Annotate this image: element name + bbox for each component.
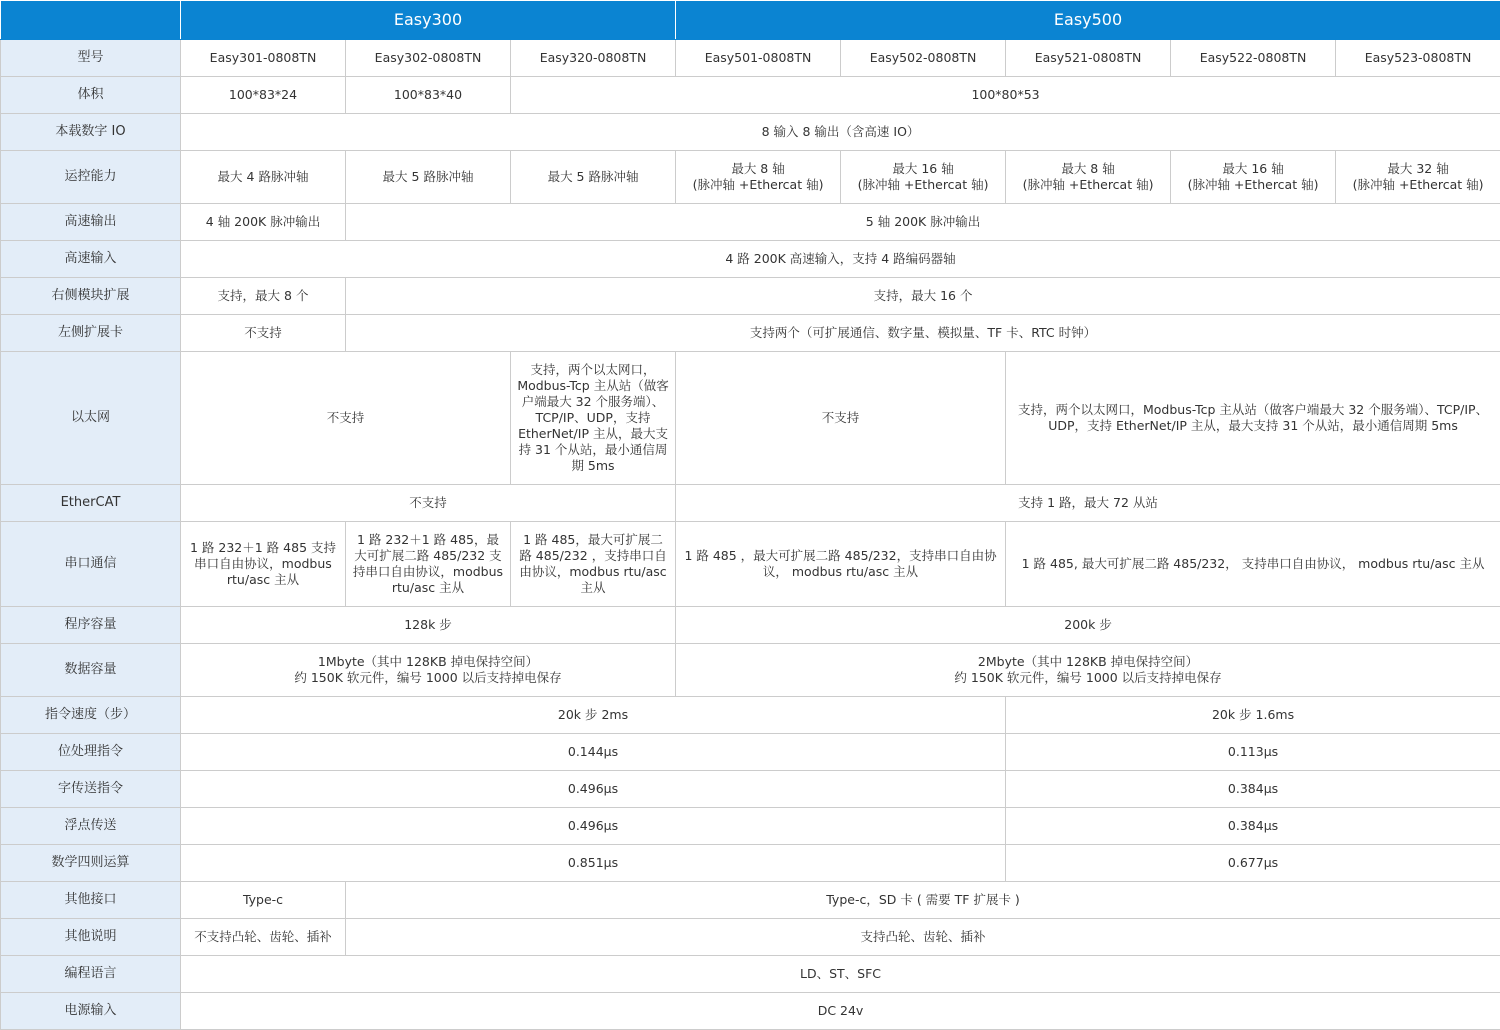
motion-cell xyxy=(841,151,1006,204)
motion-cell: 最大 5 路脉冲轴 xyxy=(346,151,511,204)
motion-axes-type: (脉冲轴 +Ethercat 轴) xyxy=(857,177,989,192)
row-ethernet xyxy=(1,352,1500,485)
size-cell: 100*83*40 xyxy=(346,77,511,114)
model-cell: Easy320-0808TN xyxy=(511,40,676,77)
row-serial xyxy=(1,522,1500,607)
serial-cell: 1 路 232＋1 路 485，最大可扩展二路 485/232 支持串口自由协议，modbus rtu/asc 主从 xyxy=(346,522,511,607)
row-label-left-card: 左侧扩展卡 xyxy=(1,315,181,352)
row-ethercat xyxy=(1,485,1500,522)
bit-cell: 0.144μs xyxy=(181,734,1006,771)
ethernet-cell: 支持，两个以太网口，Modbus-Tcp 主从站（做客户端最大 32 个服务端）、TCP/IP、UDP，支持 EtherNet/IP 主从，最大支持 31 个从站，最小通信周期 5ms xyxy=(1006,352,1500,485)
right-ext-cell: 支持，最大 16 个 xyxy=(346,278,1500,315)
row-label-iface: 其他接口 xyxy=(1,882,181,919)
row-label-float: 浮点传送 xyxy=(1,808,181,845)
model-cell: Easy502-0808TN xyxy=(841,40,1006,77)
data-capacity: 1Mbyte（其中 128KB 掉电保持空间） xyxy=(317,654,539,669)
serial-cell: 1 路 232＋1 路 485 支持串口自由协议，modbus rtu/asc 主从 xyxy=(181,522,346,607)
row-label-serial: 串口通信 xyxy=(1,522,181,607)
motion-axes-type: (脉冲轴 +Ethercat 轴) xyxy=(692,177,824,192)
row-label-math: 数学四则运算 xyxy=(1,845,181,882)
right-ext-cell: 支持，最大 8 个 xyxy=(181,278,346,315)
row-label-hs-output: 高速输出 xyxy=(1,204,181,241)
model-cell: Easy501-0808TN xyxy=(676,40,841,77)
motion-axes-type: (脉冲轴 +Ethercat 轴) xyxy=(1022,177,1154,192)
row-label-program: 程序容量 xyxy=(1,607,181,644)
motion-axes: 最大 8 轴 xyxy=(731,161,785,176)
motion-cell: 最大 5 路脉冲轴 xyxy=(511,151,676,204)
float-cell: 0.384μs xyxy=(1006,808,1500,845)
motion-axes: 最大 8 轴 xyxy=(1061,161,1115,176)
word-cell: 0.384μs xyxy=(1006,771,1500,808)
row-motion xyxy=(1,151,1500,204)
row-label-motion: 运控能力 xyxy=(1,151,181,204)
math-cell: 0.677μs xyxy=(1006,845,1500,882)
iface-cell: Type-c xyxy=(181,882,346,919)
row-label-word: 字传送指令 xyxy=(1,771,181,808)
hs-output-cell: 4 轴 200K 脉冲输出 xyxy=(181,204,346,241)
row-digital-io xyxy=(1,114,1500,151)
digital-io-cell: 8 输入 8 输出（含高速 IO） xyxy=(181,114,1500,151)
row-power xyxy=(1,993,1500,1030)
motion-cell xyxy=(1171,151,1336,204)
left-card-cell: 支持两个（可扩展通信、数字量、模拟量、TF 卡、RTC 时钟） xyxy=(346,315,1500,352)
serial-cell: 1 路 485，最大可扩展二路 485/232 ，支持串口自由协议，modbus rtu/asc 主从 xyxy=(511,522,676,607)
row-label-speed: 指令速度（步） xyxy=(1,697,181,734)
data-cell xyxy=(676,644,1500,697)
row-label-power: 电源输入 xyxy=(1,993,181,1030)
row-label-ethercat: EtherCAT xyxy=(1,485,181,522)
ethernet-cell: 支持，两个以太网口，Modbus-Tcp 主从站（做客户端最大 32 个服务端）、TCP/IP、UDP，支持 EtherNet/IP 主从，最大支持 31 个从站，最小通信周期 5ms xyxy=(511,352,676,485)
serial-cell: 1 路 485 ，最大可扩展二路 485/232，支持串口自由协议， modbus rtu/asc 主从 xyxy=(676,522,1006,607)
size-cell: 100*80*53 xyxy=(511,77,1500,114)
model-cell: Easy523-0808TN xyxy=(1336,40,1500,77)
row-size xyxy=(1,77,1500,114)
row-label-size: 体积 xyxy=(1,77,181,114)
lang-cell: LD、ST、SFC xyxy=(181,956,1500,993)
power-cell: DC 24v xyxy=(181,993,1500,1030)
iface-cell: Type-c，SD 卡 ( 需要 TF 扩展卡 ) xyxy=(346,882,1500,919)
notes-cell: 支持凸轮、齿轮、插补 xyxy=(346,919,1500,956)
program-cell: 128k 步 xyxy=(181,607,676,644)
ethercat-cell: 不支持 xyxy=(181,485,676,522)
motion-cell xyxy=(1336,151,1500,204)
data-elements: 约 150K 软元件，编号 1000 以后支持掉电保存 xyxy=(294,670,562,685)
float-cell: 0.496μs xyxy=(181,808,1006,845)
row-right-ext xyxy=(1,278,1500,315)
ethercat-cell: 支持 1 路，最大 72 从站 xyxy=(676,485,1500,522)
row-speed xyxy=(1,697,1500,734)
serial-cell: 1 路 485, 最大可扩展二路 485/232， 支持串口自由协议， modbus rtu/asc 主从 xyxy=(1006,522,1500,607)
row-label-notes: 其他说明 xyxy=(1,919,181,956)
notes-cell: 不支持凸轮、齿轮、插补 xyxy=(181,919,346,956)
row-label-hs-input: 高速输入 xyxy=(1,241,181,278)
data-cell xyxy=(181,644,676,697)
row-label-digital-io: 本载数字 IO xyxy=(1,114,181,151)
row-label-lang: 编程语言 xyxy=(1,956,181,993)
data-elements: 约 150K 软元件，编号 1000 以后支持掉电保存 xyxy=(954,670,1222,685)
model-cell: Easy301-0808TN xyxy=(181,40,346,77)
motion-axes: 最大 16 轴 xyxy=(892,161,954,176)
group-header-easy500: Easy500 xyxy=(676,1,1500,40)
corner-cell xyxy=(1,1,181,40)
row-iface xyxy=(1,882,1500,919)
row-left-card xyxy=(1,315,1500,352)
motion-cell xyxy=(1006,151,1171,204)
word-cell: 0.496μs xyxy=(181,771,1006,808)
motion-axes: 最大 16 轴 xyxy=(1222,161,1284,176)
model-cell: Easy302-0808TN xyxy=(346,40,511,77)
row-model xyxy=(1,40,1500,77)
speed-cell: 20k 步 1.6ms xyxy=(1006,697,1500,734)
group-header-row xyxy=(1,1,1500,40)
row-bit xyxy=(1,734,1500,771)
program-cell: 200k 步 xyxy=(676,607,1500,644)
row-hs-input xyxy=(1,241,1500,278)
row-label-right-ext: 右侧模块扩展 xyxy=(1,278,181,315)
row-float xyxy=(1,808,1500,845)
row-label-data: 数据容量 xyxy=(1,644,181,697)
motion-cell: 最大 4 路脉冲轴 xyxy=(181,151,346,204)
row-word xyxy=(1,771,1500,808)
row-label-ethernet: 以太网 xyxy=(1,352,181,485)
hs-input-cell: 4 路 200K 高速输入，支持 4 路编码器轴 xyxy=(181,241,1500,278)
row-data xyxy=(1,644,1500,697)
hs-output-cell: 5 轴 200K 脉冲输出 xyxy=(346,204,1500,241)
ethernet-cell: 不支持 xyxy=(676,352,1006,485)
model-cell: Easy522-0808TN xyxy=(1171,40,1336,77)
size-cell: 100*83*24 xyxy=(181,77,346,114)
row-lang xyxy=(1,956,1500,993)
row-notes xyxy=(1,919,1500,956)
row-hs-output xyxy=(1,204,1500,241)
row-math xyxy=(1,845,1500,882)
bit-cell: 0.113μs xyxy=(1006,734,1500,771)
speed-cell: 20k 步 2ms xyxy=(181,697,1006,734)
data-capacity: 2Mbyte（其中 128KB 掉电保持空间） xyxy=(977,654,1199,669)
math-cell: 0.851μs xyxy=(181,845,1006,882)
motion-axes-type: (脉冲轴 +Ethercat 轴) xyxy=(1352,177,1484,192)
model-cell: Easy521-0808TN xyxy=(1006,40,1171,77)
row-label-bit: 位处理指令 xyxy=(1,734,181,771)
ethernet-cell: 不支持 xyxy=(181,352,511,485)
motion-axes-type: (脉冲轴 +Ethercat 轴) xyxy=(1187,177,1319,192)
row-label-model: 型号 xyxy=(1,40,181,77)
left-card-cell: 不支持 xyxy=(181,315,346,352)
row-program xyxy=(1,607,1500,644)
group-header-easy300: Easy300 xyxy=(181,1,676,40)
motion-cell xyxy=(676,151,841,204)
motion-axes: 最大 32 轴 xyxy=(1387,161,1449,176)
